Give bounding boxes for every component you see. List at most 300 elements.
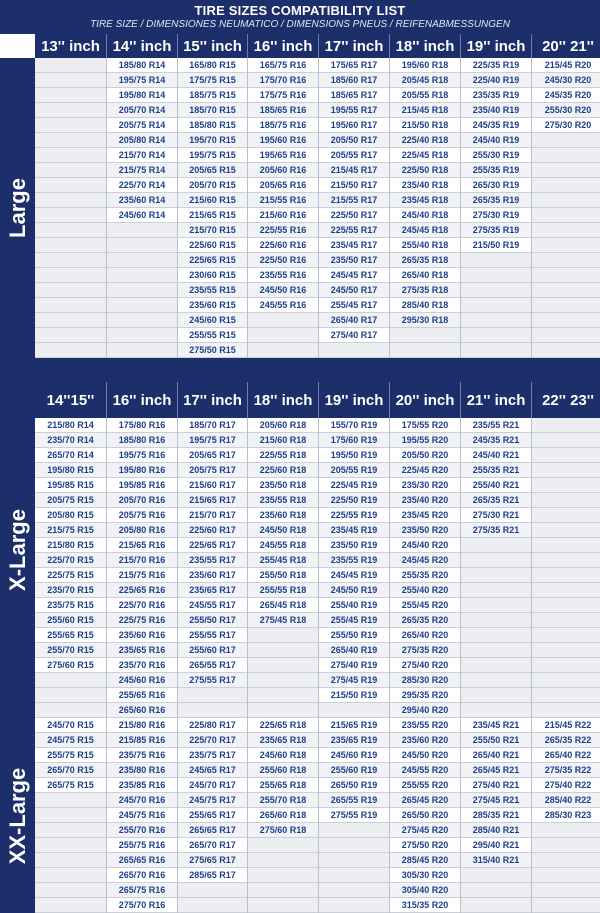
empty-cell [248,313,318,328]
tire-size-cell: 195/75 R16 [107,448,177,463]
tire-size-cell: 215/75 R16 [107,568,177,583]
empty-cell [532,568,600,583]
tire-size-cell: 285/65 R17 [178,868,247,883]
tire-size-cell: 225/70 R14 [107,178,177,193]
empty-cell [532,688,600,703]
tire-size-cell: 245/70 R15 [35,718,106,733]
column-header: 17'' inch [319,34,390,58]
tire-size-cell: 255/65 R18 [248,778,318,793]
tire-size-cell: 205/80 R16 [107,523,177,538]
tire-size-cell: 205/60 R16 [248,163,318,178]
empty-cell [461,898,531,913]
empty-cell [532,628,600,643]
tire-size-cell: 265/70 R15 [35,763,106,778]
empty-cell [35,88,106,103]
tire-size-cell: 215/65 R15 [178,208,247,223]
tire-size-cell: 235/40 R18 [390,178,460,193]
size-column [319,718,390,913]
empty-cell [461,343,531,358]
tire-size-cell: 215/80 R15 [35,538,106,553]
tire-size-cell: 175/60 R19 [319,433,389,448]
tire-size-cell: 185/65 R16 [248,103,318,118]
tire-size-cell: 225/55 R19 [319,508,389,523]
tire-size-cell: 205/70 R15 [178,178,247,193]
empty-cell [461,553,531,568]
empty-cell [35,73,106,88]
tire-size-cell: 235/55 R21 [461,418,531,433]
tire-size-cell: 265/60 R18 [248,808,318,823]
empty-cell [35,703,106,718]
empty-cell [532,268,600,283]
column-header: 15'' inch [178,34,248,58]
tire-size-cell: 255/30 R20 [532,103,600,118]
tire-size-cell: 245/45 R20 [390,553,460,568]
tire-size-cell: 265/75 R16 [107,883,177,898]
tire-size-cell: 275/35 R20 [390,643,460,658]
tire-size-cell: 245/60 R18 [248,748,318,763]
tire-size-cell: 165/80 R15 [178,58,247,73]
empty-cell [319,853,389,868]
tire-size-cell: 245/65 R17 [178,763,247,778]
tire-size-cell: 265/75 R15 [35,778,106,793]
tire-size-cell: 255/75 R16 [107,838,177,853]
tire-size-cell: 255/70 R15 [35,643,106,658]
size-column [107,58,178,358]
empty-cell [35,343,106,358]
empty-cell [532,643,600,658]
tire-size-cell: 255/70 R18 [248,793,318,808]
tire-size-cell: 195/80 R15 [35,463,106,478]
empty-cell [461,298,531,313]
tire-size-cell: 205/80 R15 [35,508,106,523]
empty-cell [532,193,600,208]
tire-size-cell: 215/70 R14 [107,148,177,163]
tire-size-cell: 225/55 R16 [248,223,318,238]
tire-size-cell: 185/75 R15 [178,88,247,103]
empty-cell [532,658,600,673]
tire-size-cell: 195/50 R19 [319,448,389,463]
tire-size-cell: 225/70 R16 [107,598,177,613]
tire-size-cell: 225/65 R15 [178,253,247,268]
size-column [532,418,600,718]
tire-size-cell: 225/45 R19 [319,478,389,493]
empty-cell [532,838,600,853]
tire-size-cell: 235/35 R19 [461,88,531,103]
empty-cell [532,328,600,343]
tire-size-cell: 275/40 R22 [532,778,600,793]
empty-cell [532,823,600,838]
tire-size-cell: 265/35 R18 [390,253,460,268]
empty-cell [107,283,177,298]
tire-size-cell: 245/30 R20 [532,73,600,88]
empty-cell [107,343,177,358]
size-column [107,718,178,913]
tire-size-cell: 235/55 R18 [248,493,318,508]
tire-size-cell: 305/30 R20 [390,868,460,883]
tire-size-cell: 215/45 R20 [532,58,600,73]
tire-size-cell: 235/60 R14 [107,193,177,208]
tire-size-cell: 245/50 R18 [248,523,318,538]
empty-cell [319,883,389,898]
tire-size-cell: 255/70 R16 [107,823,177,838]
empty-cell [461,688,531,703]
tire-size-cell: 175/55 R20 [390,418,460,433]
tire-size-cell: 235/75 R16 [107,748,177,763]
empty-cell [532,493,600,508]
empty-cell [461,598,531,613]
column-header: 20'' 21'' [532,34,600,58]
tire-size-cell: 195/80 R16 [107,463,177,478]
tire-size-cell: 235/55 R16 [248,268,318,283]
size-column [461,58,532,358]
empty-cell [248,673,318,688]
tire-size-cell: 215/75 R15 [35,523,106,538]
tire-size-cell: 285/45 R20 [390,853,460,868]
tire-size-cell: 245/70 R17 [178,778,247,793]
tire-size-cell: 195/75 R17 [178,433,247,448]
tire-size-cell: 235/45 R21 [461,718,531,733]
column-header: 19'' inch [319,382,390,418]
tire-size-cell: 235/60 R20 [390,733,460,748]
tire-size-cell: 255/45 R20 [390,598,460,613]
tire-size-cell: 245/50 R20 [390,748,460,763]
tire-size-cell: 195/60 R18 [390,58,460,73]
empty-cell [532,313,600,328]
empty-cell [107,298,177,313]
tire-size-cell: 235/55 R19 [319,553,389,568]
empty-cell [248,643,318,658]
tire-size-cell: 195/65 R16 [248,148,318,163]
tire-size-cell: 205/45 R18 [390,73,460,88]
tire-size-cell: 215/50 R17 [319,178,389,193]
tire-size-cell: 185/75 R16 [248,118,318,133]
tire-size-cell: 265/35 R20 [390,613,460,628]
tire-size-cell: 315/40 R21 [461,853,531,868]
empty-cell [178,883,247,898]
tire-size-cell: 245/60 R19 [319,748,389,763]
empty-cell [35,268,106,283]
empty-cell [532,343,600,358]
empty-cell [532,868,600,883]
empty-cell [390,343,460,358]
tire-size-cell: 205/70 R14 [107,103,177,118]
empty-cell [35,103,106,118]
tire-size-cell: 255/45 R17 [319,298,389,313]
empty-cell [532,583,600,598]
tire-size-cell: 215/80 R14 [35,418,106,433]
tire-size-cell: 265/65 R16 [107,853,177,868]
section-body [35,418,600,718]
tire-size-cell: 285/40 R22 [532,793,600,808]
tire-size-cell: 265/40 R21 [461,748,531,763]
empty-cell [532,433,600,448]
tire-size-cell: 215/65 R17 [178,493,247,508]
size-column [319,418,390,718]
tire-size-cell: 265/70 R16 [107,868,177,883]
empty-cell [319,868,389,883]
section-label-text: XX-Large [4,767,30,864]
tire-size-cell: 235/45 R18 [390,193,460,208]
tire-size-cell: 245/45 R18 [390,223,460,238]
empty-cell [35,253,106,268]
empty-cell [35,58,106,73]
empty-cell [532,298,600,313]
tire-size-cell: 225/60 R16 [248,238,318,253]
tire-size-cell: 215/85 R16 [107,733,177,748]
tire-size-cell: 215/55 R16 [248,193,318,208]
tire-size-cell: 215/65 R16 [107,538,177,553]
tire-size-cell: 265/70 R14 [35,448,106,463]
tire-size-cell: 245/45 R17 [319,268,389,283]
tire-size-cell: 235/40 R20 [390,493,460,508]
tire-size-cell: 285/30 R20 [390,673,460,688]
empty-cell [35,823,106,838]
size-column [390,418,461,718]
empty-cell [461,568,531,583]
tire-size-cell: 275/55 R19 [319,808,389,823]
column-header: 13'' inch [35,34,107,58]
tire-size-cell: 245/40 R21 [461,448,531,463]
tire-size-cell: 275/40 R21 [461,778,531,793]
empty-cell [248,883,318,898]
tire-size-cell: 205/70 R16 [107,493,177,508]
tire-size-cell: 315/35 R20 [390,898,460,913]
tire-size-cell: 255/55 R15 [178,328,247,343]
tire-size-cell: 255/50 R19 [319,628,389,643]
tire-size-cell: 205/75 R16 [107,508,177,523]
tire-size-cell: 285/30 R23 [532,808,600,823]
tire-size-cell: 215/75 R14 [107,163,177,178]
tire-size-cell: 215/70 R16 [107,553,177,568]
tire-size-cell: 245/50 R19 [319,583,389,598]
tire-size-cell: 265/35 R21 [461,493,531,508]
tire-size-cell: 205/75 R14 [107,118,177,133]
tire-size-cell: 195/80 R14 [107,88,177,103]
tire-size-cell: 225/60 R17 [178,523,247,538]
tire-size-cell: 265/40 R17 [319,313,389,328]
size-column [532,718,600,913]
empty-cell [461,268,531,283]
tire-size-cell: 225/65 R16 [107,583,177,598]
tire-size-cell: 215/45 R18 [390,103,460,118]
empty-cell [107,268,177,283]
tire-size-cell: 275/60 R18 [248,823,318,838]
column-header: 14'' inch [107,34,178,58]
tire-size-cell: 245/75 R15 [35,733,106,748]
tire-size-cell: 255/30 R19 [461,148,531,163]
size-column [35,58,107,358]
tire-size-cell: 285/40 R18 [390,298,460,313]
empty-cell [532,133,600,148]
section-body [35,58,600,358]
tire-size-cell: 175/75 R15 [178,73,247,88]
empty-cell [319,898,389,913]
size-column [390,58,461,358]
tire-size-cell: 225/50 R19 [319,493,389,508]
tire-size-cell: 245/40 R18 [390,208,460,223]
tire-size-cell: 245/40 R20 [390,538,460,553]
empty-cell [35,313,106,328]
tire-size-cell: 215/60 R17 [178,478,247,493]
tire-size-cell: 235/40 R19 [461,103,531,118]
empty-cell [461,253,531,268]
tire-size-cell: 255/60 R19 [319,763,389,778]
tire-size-cell: 265/30 R19 [461,178,531,193]
title-bar [0,0,600,34]
empty-cell [248,703,318,718]
empty-cell [35,148,106,163]
tire-size-cell: 255/35 R20 [390,568,460,583]
size-column [248,58,319,358]
column-header: 20'' inch [390,382,461,418]
column-header: 18'' inch [390,34,461,58]
tire-size-cell: 275/35 R19 [461,223,531,238]
section-label-x-large [0,382,35,718]
tire-size-cell: 225/50 R18 [390,163,460,178]
empty-cell [35,163,106,178]
empty-cell [532,178,600,193]
tire-size-cell: 245/35 R19 [461,118,531,133]
tire-size-cell: 225/65 R18 [248,718,318,733]
empty-cell [248,328,318,343]
tire-size-cell: 275/35 R22 [532,763,600,778]
empty-cell [532,238,600,253]
tire-size-cell: 195/55 R20 [390,433,460,448]
empty-cell [35,193,106,208]
tire-size-cell: 175/80 R16 [107,418,177,433]
tire-size-cell: 225/60 R15 [178,238,247,253]
tire-size-cell: 255/50 R17 [178,613,247,628]
empty-cell [248,688,318,703]
tire-size-cell: 215/45 R22 [532,718,600,733]
empty-cell [461,538,531,553]
size-column [178,58,248,358]
empty-cell [248,343,318,358]
empty-cell [248,658,318,673]
empty-cell [461,883,531,898]
empty-cell [390,328,460,343]
tire-size-cell: 275/45 R20 [390,823,460,838]
tire-size-cell: 195/60 R16 [248,133,318,148]
tire-size-cell: 195/75 R15 [178,148,247,163]
tire-size-cell: 275/50 R20 [390,838,460,853]
tire-size-cell: 255/55 R20 [390,778,460,793]
empty-cell [461,868,531,883]
tire-size-cell: 205/50 R20 [390,448,460,463]
tire-size-cell: 275/55 R17 [178,673,247,688]
empty-cell [532,613,600,628]
empty-cell [35,838,106,853]
tire-size-cell: 235/45 R19 [319,523,389,538]
empty-cell [248,853,318,868]
tire-size-cell: 265/70 R17 [178,838,247,853]
tire-size-cell: 275/30 R19 [461,208,531,223]
tire-size-cell: 225/70 R17 [178,733,247,748]
tire-size-cell: 275/60 R15 [35,658,106,673]
tire-size-cell: 255/75 R15 [35,748,106,763]
tire-size-cell: 195/85 R15 [35,478,106,493]
empty-cell [461,628,531,643]
empty-cell [532,673,600,688]
tire-size-cell: 225/75 R15 [35,568,106,583]
tire-size-cell: 215/60 R18 [248,433,318,448]
empty-cell [532,523,600,538]
empty-cell [461,583,531,598]
section-header-row [35,34,600,58]
column-header: 17'' inch [178,382,248,418]
tire-size-cell: 155/70 R19 [319,418,389,433]
tire-size-cell: 215/55 R17 [319,193,389,208]
tire-size-cell: 225/45 R20 [390,463,460,478]
tire-size-cell: 225/70 R15 [35,553,106,568]
empty-cell [35,883,106,898]
tire-size-cell: 245/35 R20 [532,88,600,103]
empty-cell [319,703,389,718]
tire-size-cell: 175/75 R16 [248,88,318,103]
tire-size-cell: 265/45 R20 [390,793,460,808]
tire-size-cell: 225/80 R17 [178,718,247,733]
tire-size-cell: 265/40 R18 [390,268,460,283]
empty-cell [35,238,106,253]
empty-cell [461,673,531,688]
tire-size-cell: 195/55 R17 [319,103,389,118]
tire-size-cell: 255/65 R17 [178,808,247,823]
tire-size-cell: 245/45 R19 [319,568,389,583]
tire-size-cell: 275/70 R16 [107,898,177,913]
size-column [532,58,600,358]
tire-size-cell: 235/85 R16 [107,778,177,793]
empty-cell [532,538,600,553]
tire-size-cell: 275/40 R19 [319,658,389,673]
tire-size-cell: 195/75 R14 [107,73,177,88]
tire-size-cell: 230/60 R15 [178,268,247,283]
tire-size-cell: 215/60 R16 [248,208,318,223]
tire-size-cell: 205/60 R18 [248,418,318,433]
empty-cell [532,283,600,298]
page-title: TIRE SIZES COMPATIBILITY LIST [194,3,406,18]
size-column [178,418,248,718]
tire-size-cell: 235/70 R14 [35,433,106,448]
tire-size-cell: 275/30 R21 [461,508,531,523]
tire-size-cell: 215/50 R19 [461,238,531,253]
empty-cell [532,253,600,268]
tire-size-cell: 225/35 R19 [461,58,531,73]
empty-cell [248,898,318,913]
empty-cell [461,283,531,298]
empty-cell [35,118,106,133]
tire-size-cell: 255/55 R18 [248,583,318,598]
size-column [390,718,461,913]
empty-cell [532,598,600,613]
tire-size-cell: 195/70 R15 [178,133,247,148]
tire-size-cell: 215/60 R15 [178,193,247,208]
empty-cell [107,313,177,328]
tire-size-cell: 185/65 R17 [319,88,389,103]
tire-size-cell: 235/70 R16 [107,658,177,673]
empty-cell [319,343,389,358]
empty-cell [461,613,531,628]
tire-size-cell: 275/35 R21 [461,523,531,538]
tire-size-cell: 295/40 R20 [390,703,460,718]
empty-cell [35,793,106,808]
tire-size-cell: 205/55 R18 [390,88,460,103]
tire-size-cell: 265/35 R22 [532,733,600,748]
empty-cell [35,298,106,313]
tire-size-cell: 195/60 R17 [319,118,389,133]
column-header: 19'' inch [461,34,532,58]
tire-size-cell: 255/60 R15 [35,613,106,628]
tire-size-cell: 185/80 R16 [107,433,177,448]
